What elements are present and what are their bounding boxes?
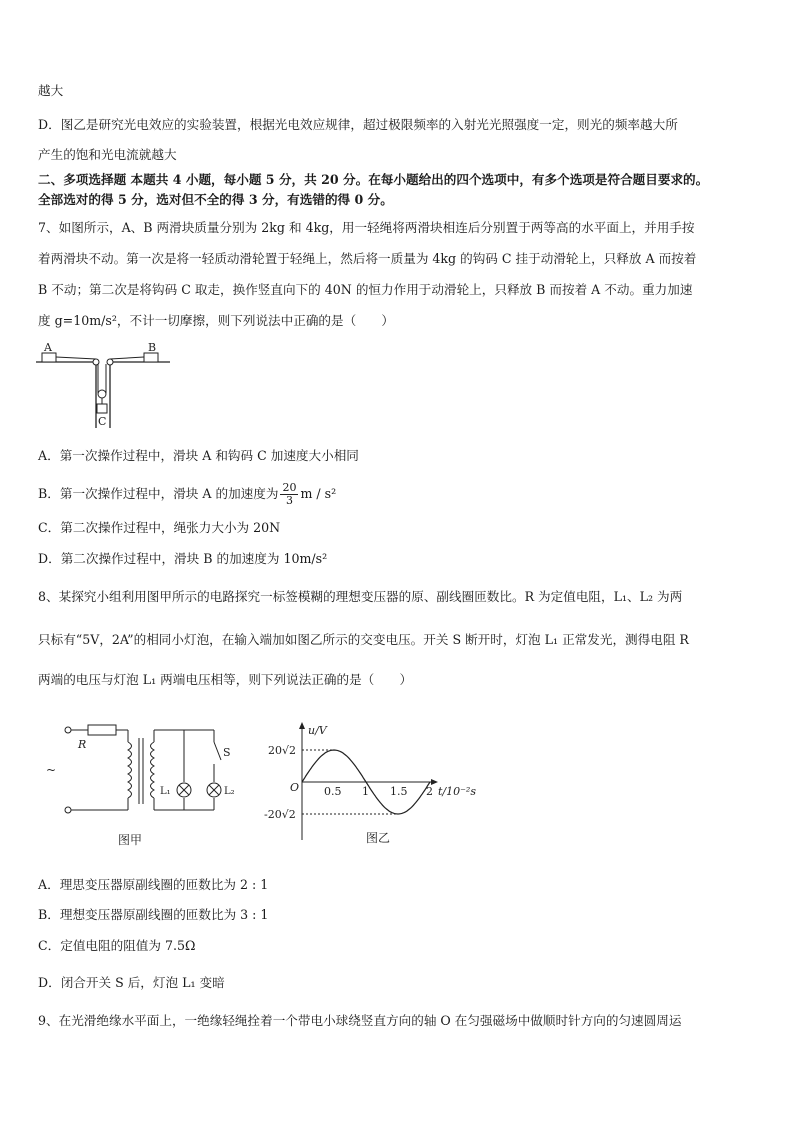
label-l1: L₁ (160, 786, 171, 797)
label-c: C (98, 415, 107, 428)
fraction (280, 482, 298, 507)
label-s: S (223, 746, 231, 759)
text-line: D．图乙是研究光电效应的实验装置，根据光电效应规律，超过极限频率的入射光光照强度一定，则光的频率越大所 (38, 117, 678, 132)
circuit-figure (40, 712, 240, 852)
x-tick: 1 (362, 785, 369, 798)
question-7-stem: 着两滑块不动。第一次是将一轻质动滑轮置于轻绳上，然后将一质量为 4kg 的钩码 C 挂于动滑轮上，只释放 A 而按着 (38, 251, 697, 266)
block-a (42, 353, 56, 362)
axis-y-label: u/V (308, 724, 327, 737)
switch-s (214, 742, 221, 760)
option-c: C．定值电阻的阻值为 7.5Ω (38, 938, 196, 953)
question-7-stem: 7、如图所示，A、B 两滑块质量分别为 2kg 和 4kg，用一轻绳将两滑块相连后分别置于两等高的水平面上，并用手按 (38, 220, 695, 235)
axis-x-label: t/10⁻²s (438, 785, 476, 798)
option-c: C．第二次操作过程中，绳张力大小为 20N (38, 520, 281, 535)
option-b (38, 482, 336, 507)
label-l2: L₂ (224, 786, 235, 797)
option-b-text: B．第一次操作过程中，滑块 A 的加速度为 (38, 486, 279, 501)
weight-c (97, 404, 107, 413)
option-d: D．闭合开关 S 后，灯泡 L₁ 变暗 (38, 975, 225, 990)
label-b: B (148, 341, 157, 354)
figure-caption: 图乙 (366, 831, 391, 845)
y-min-label: -20√2 (264, 808, 296, 821)
block-b (144, 353, 158, 362)
label-a: A (44, 341, 52, 354)
text-line: 产生的饱和光电流就越大 (38, 147, 177, 162)
pulley-figure (36, 340, 176, 430)
figure-caption: 图甲 (118, 833, 143, 847)
unit: m / s² (300, 486, 337, 501)
fraction-denominator: 3 (285, 494, 293, 507)
text-line: 越大 (38, 83, 64, 98)
option-a: A．理思变压器原副线圈的匝数比为 2 : 1 (38, 877, 269, 892)
label-r: R (78, 738, 87, 751)
question-7-stem: B 不动；第二次是将钩码 C 取走，换作竖直向下的 40N 的恒力作用于动滑轮上，只释放 B 而按着 A 不动。重力加速 (38, 282, 693, 297)
origin-label: O (290, 781, 300, 794)
question-8-stem: 只标有“5V，2A”的相同小灯泡，在输入端加如图乙所示的交变电压。开关 S 断开时，灯泡 L₁ 正常发光，测得电阻 R (38, 632, 689, 647)
x-tick: 2 (426, 785, 433, 798)
question-8-stem: 两端的电压与灯泡 L₁ 两端电压相等，则下列说法正确的是（ ） (38, 672, 413, 687)
x-tick: 1.5 (390, 785, 408, 798)
movable-pulley (98, 390, 106, 398)
option-a: A．第一次操作过程中，滑块 A 和钩码 C 加速度大小相同 (38, 448, 359, 463)
question-7-stem: 度 g=10m/s²，不计一切摩擦，则下列说法中正确的是（ ） (38, 313, 394, 328)
question-8-stem: 8、某探究小组利用图甲所示的电路探究一标签模糊的理想变压器的原、副线圈匝数比。R 为定值电阻，L₁、L₂ 为两 (38, 589, 683, 604)
ac-source-symbol: ~ (46, 763, 57, 777)
x-tick: 0.5 (324, 785, 342, 798)
fixed-pulley (107, 359, 113, 365)
option-d: D．第二次操作过程中，滑块 B 的加速度为 10m/s² (38, 551, 328, 566)
section-heading: 全部选对的得 5 分，选对但不全的得 3 分，有选错的得 0 分。 (38, 192, 393, 207)
section-heading: 二、多项选择题 本题共 4 小题，每小题 5 分，共 20 分。在每小题给出的四个选项中，有多个选项是符合题目要求的。 (38, 172, 709, 187)
question-9-stem: 9、在光滑绝缘水平面上，一绝缘轻绳拴着一个带电小球绕竖直方向的轴 O 在匀强磁场中做顺时针方向的匀速圆周运 (38, 1013, 682, 1028)
fraction-numerator: 20 (282, 481, 297, 494)
resistor-r (88, 725, 116, 735)
voltage-graph (262, 718, 492, 848)
y-max-label: 20√2 (268, 744, 297, 757)
option-b: B．理想变压器原副线圈的匝数比为 3 : 1 (38, 907, 269, 922)
